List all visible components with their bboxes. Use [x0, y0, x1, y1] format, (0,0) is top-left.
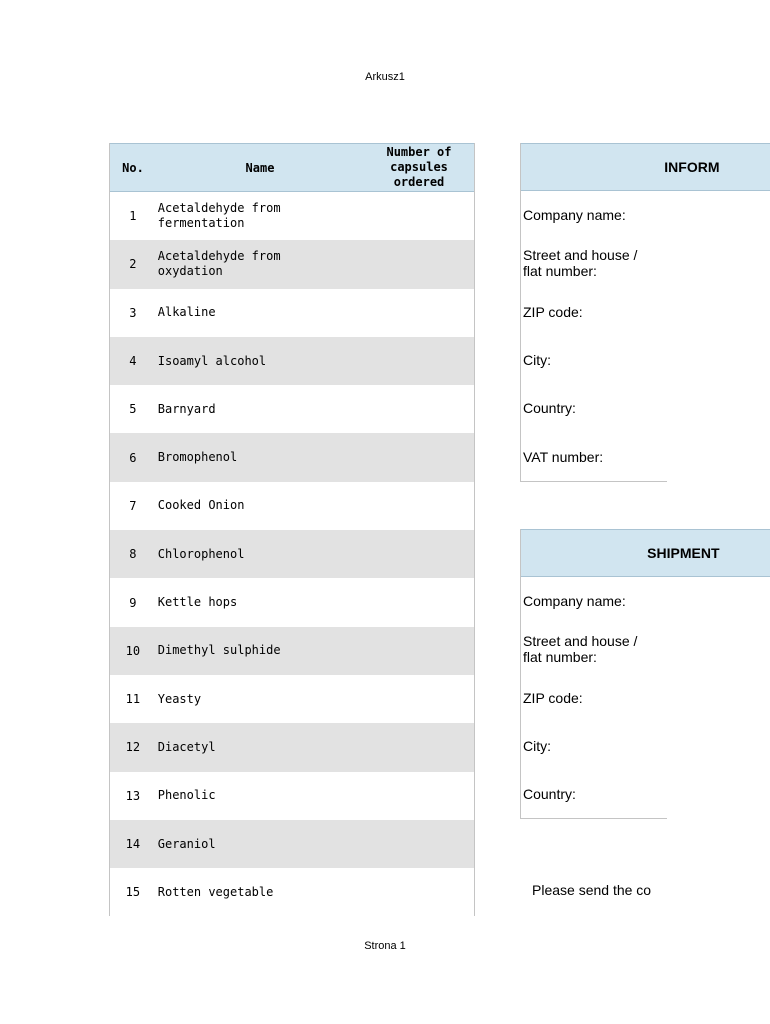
- table-row: [110, 337, 474, 385]
- table-header-row: [110, 143, 474, 192]
- row-name: Acetaldehyde from fermentation: [157, 201, 281, 231]
- shipment-panel-clip: [520, 529, 770, 819]
- row-number: 7: [129, 498, 137, 513]
- row-number: 8: [129, 547, 137, 562]
- row-name: Isoamyl alcohol: [157, 353, 267, 368]
- row-number: 5: [129, 402, 137, 417]
- row-name: Barnyard: [157, 401, 216, 416]
- shipment-field-city[interactable]: City:: [523, 738, 551, 755]
- row-number: 10: [125, 643, 141, 658]
- info-field-city[interactable]: City:: [523, 352, 551, 369]
- table-row: [110, 772, 474, 820]
- information-title-text: INFORM: [664, 159, 720, 175]
- shipment-field-zip[interactable]: ZIP code:: [523, 689, 583, 706]
- table-row: [110, 289, 474, 337]
- row-name: Chlorophenol: [157, 546, 245, 561]
- info-field-vat[interactable]: VAT number:: [523, 448, 604, 465]
- shipment-field-street[interactable]: Street and house / flat number:: [523, 633, 638, 666]
- row-name: Diacetyl: [157, 739, 216, 754]
- information-panel-clip: [520, 143, 770, 482]
- send-note-text: Please send the co: [532, 882, 652, 898]
- table-row: [110, 820, 474, 868]
- table-row: [110, 675, 474, 723]
- row-number: 2: [129, 257, 137, 272]
- sheet-footer: Strona 1: [364, 940, 406, 952]
- info-field-country[interactable]: Country:: [523, 400, 576, 417]
- info-field-company-name[interactable]: Company name:: [523, 207, 626, 224]
- row-name: Phenolic: [157, 788, 216, 803]
- row-name: Geraniol: [157, 836, 216, 851]
- shipment-field-company-name[interactable]: Company name:: [523, 593, 626, 610]
- row-number: 11: [125, 692, 141, 707]
- table-row: [110, 192, 474, 240]
- sheet-header: Arkusz1: [365, 71, 405, 83]
- row-number: 15: [125, 885, 141, 900]
- column-header-quantity: Number of capsules ordered: [386, 145, 452, 189]
- shipment-panel-title: [521, 529, 770, 577]
- shipment-panel: [520, 529, 720, 819]
- row-number: 6: [129, 450, 137, 465]
- row-name: Cooked Onion: [157, 498, 245, 513]
- table-row: [110, 868, 474, 916]
- table-row: [110, 385, 474, 433]
- row-number: 1: [129, 209, 137, 224]
- row-name: Bromophenol: [157, 450, 238, 465]
- table-row: [110, 530, 474, 578]
- information-panel-title: [521, 143, 770, 191]
- row-number: 12: [125, 740, 141, 755]
- table-row: [110, 627, 474, 675]
- shipment-field-country[interactable]: Country:: [523, 786, 576, 803]
- row-name: Yeasty: [157, 691, 202, 706]
- column-header-no: No.: [122, 160, 144, 175]
- capsule-order-table: [109, 143, 475, 916]
- information-panel: [520, 143, 720, 482]
- row-name: Dimethyl sulphide: [157, 643, 281, 658]
- row-name: Rotten vegetable: [157, 884, 274, 899]
- table-row: [110, 578, 474, 626]
- table-row: [110, 240, 474, 288]
- row-name: Alkaline: [157, 305, 216, 320]
- table-row: [110, 482, 474, 530]
- info-field-street[interactable]: Street and house / flat number:: [523, 247, 638, 280]
- table-row: [110, 723, 474, 771]
- row-number: 4: [129, 354, 137, 369]
- row-name: Acetaldehyde from oxydation: [157, 249, 281, 279]
- column-header-name: Name: [245, 160, 275, 175]
- shipment-title-text: SHIPMENT: [647, 545, 720, 561]
- row-number: 13: [125, 788, 141, 803]
- row-number: 9: [129, 595, 137, 610]
- table-row: [110, 433, 474, 481]
- row-number: 3: [129, 305, 137, 320]
- row-number: 14: [125, 837, 141, 851]
- info-field-zip[interactable]: ZIP code:: [523, 303, 583, 320]
- row-name: Kettle hops: [157, 595, 238, 610]
